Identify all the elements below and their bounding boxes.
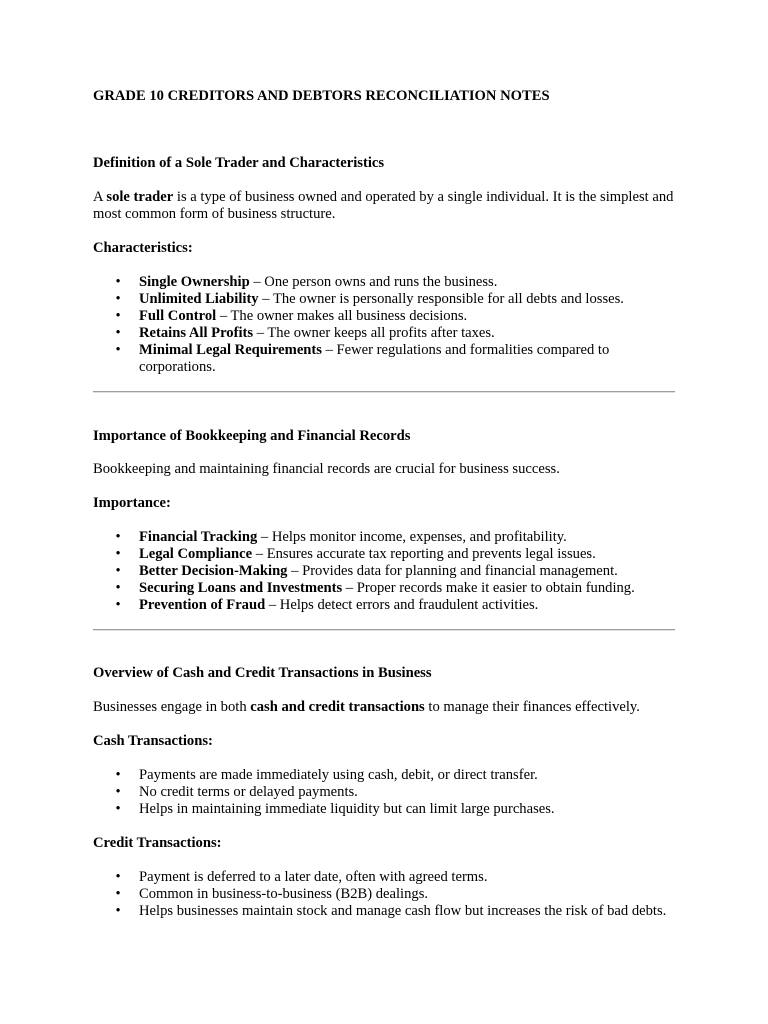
item-text: Common in business-to-business (B2B) dealings.	[139, 886, 429, 902]
item-text: Helps in maintaining immediate liquidity but can limit large purchases.	[139, 801, 555, 817]
section-heading-cash-credit: Overview of Cash and Credit Transactions in Business	[93, 665, 432, 681]
list-item	[93, 342, 678, 376]
bookkeeping-intro: Bookkeeping and maintaining financial records are crucial for business success.	[93, 461, 560, 477]
item-term: Minimal Legal Requirements	[139, 342, 322, 358]
list-item	[93, 325, 678, 342]
bullet-icon: •	[115, 546, 121, 562]
list-item	[93, 801, 678, 818]
list-item	[93, 291, 678, 308]
document-title: GRADE 10 CREDITORS AND DEBTORS RECONCILIATION NOTES	[93, 88, 550, 104]
item-desc: – Ensures accurate tax reporting and prevents legal issues.	[252, 546, 596, 562]
list-item	[93, 869, 678, 886]
item-desc: – Proper records make it easier to obtain funding.	[342, 580, 635, 596]
intro-text-end: to manage their finances effectively.	[424, 699, 640, 715]
list-item	[93, 274, 678, 291]
item-desc: – The owner keeps all profits after taxes.	[253, 325, 495, 341]
bullet-icon: •	[115, 784, 121, 800]
list-item	[93, 886, 678, 903]
item-term: Retains All Profits	[139, 325, 254, 341]
item-desc: – Fewer regulations and formalities compared to corporations.	[139, 342, 610, 375]
bullet-icon: •	[115, 308, 121, 324]
item-text: Payments are made immediately using cash, debit, or direct transfer.	[139, 767, 538, 783]
bullet-icon: •	[115, 801, 121, 817]
item-term: Better Decision-Making	[139, 563, 288, 579]
bullet-icon: •	[115, 325, 121, 341]
item-term: Securing Loans and Investments	[139, 580, 343, 596]
item-term: Prevention of Fraud	[139, 597, 266, 613]
definition-text-end: is a type of business owned and operated by a single individual. It is the simplest and most common form of business structure.	[93, 189, 674, 222]
list-item	[93, 784, 678, 801]
bullet-icon: •	[115, 291, 121, 307]
bullet-icon: •	[115, 767, 121, 783]
sole-trader-definition	[93, 189, 678, 223]
list-item	[93, 903, 678, 920]
item-term: Legal Compliance	[139, 546, 253, 562]
list-item	[93, 563, 678, 580]
item-term: Unlimited Liability	[139, 291, 259, 307]
item-text: Helps businesses maintain stock and manage cash flow but increases the risk of bad debts.	[139, 903, 667, 919]
section-divider	[93, 629, 675, 631]
credit-transactions-list	[93, 869, 678, 920]
item-desc: – Provides data for planning and financial management.	[287, 563, 618, 579]
item-desc: – Helps monitor income, expenses, and profitability.	[257, 529, 567, 545]
item-term: Financial Tracking	[139, 529, 258, 545]
list-item	[93, 546, 678, 563]
importance-heading: Importance:	[93, 495, 171, 511]
importance-list	[93, 529, 678, 614]
bullet-icon: •	[115, 597, 121, 613]
bullet-icon: •	[115, 580, 121, 596]
cash-credit-intro	[93, 699, 678, 716]
item-text: Payment is deferred to a later date, often with agreed terms.	[139, 869, 488, 885]
bullet-icon: •	[115, 903, 121, 919]
item-desc: – The owner is personally responsible for all debts and losses.	[258, 291, 624, 307]
definition-term: sole trader	[106, 189, 174, 205]
section-heading-sole-trader: Definition of a Sole Trader and Characteristics	[93, 155, 385, 171]
list-item	[93, 529, 678, 546]
intro-term: cash and credit transactions	[250, 699, 425, 715]
section-heading-bookkeeping: Importance of Bookkeeping and Financial Records	[93, 428, 411, 444]
bullet-icon: •	[115, 342, 121, 358]
item-term: Full Control	[139, 308, 217, 324]
cash-transactions-list	[93, 767, 678, 818]
item-desc: – The owner makes all business decisions.	[216, 308, 468, 324]
characteristics-list	[93, 274, 678, 376]
intro-text-start: Businesses engage in both	[93, 699, 251, 715]
characteristics-heading: Characteristics:	[93, 240, 193, 256]
item-term: Single Ownership	[139, 274, 250, 290]
list-item	[93, 767, 678, 784]
bullet-icon: •	[115, 563, 121, 579]
section-divider	[93, 391, 675, 393]
list-item	[93, 580, 678, 597]
credit-transactions-heading: Credit Transactions:	[93, 835, 222, 851]
list-item	[93, 308, 678, 325]
item-desc: – One person owns and runs the business.	[249, 274, 498, 290]
cash-transactions-heading: Cash Transactions:	[93, 733, 213, 749]
bullet-icon: •	[115, 869, 121, 885]
item-text: No credit terms or delayed payments.	[139, 784, 358, 800]
definition-text-start: A	[93, 189, 107, 205]
bullet-icon: •	[115, 274, 121, 290]
bullet-icon: •	[115, 886, 121, 902]
item-desc: – Helps detect errors and fraudulent activities.	[265, 597, 539, 613]
list-item	[93, 597, 678, 614]
bullet-icon: •	[115, 529, 121, 545]
